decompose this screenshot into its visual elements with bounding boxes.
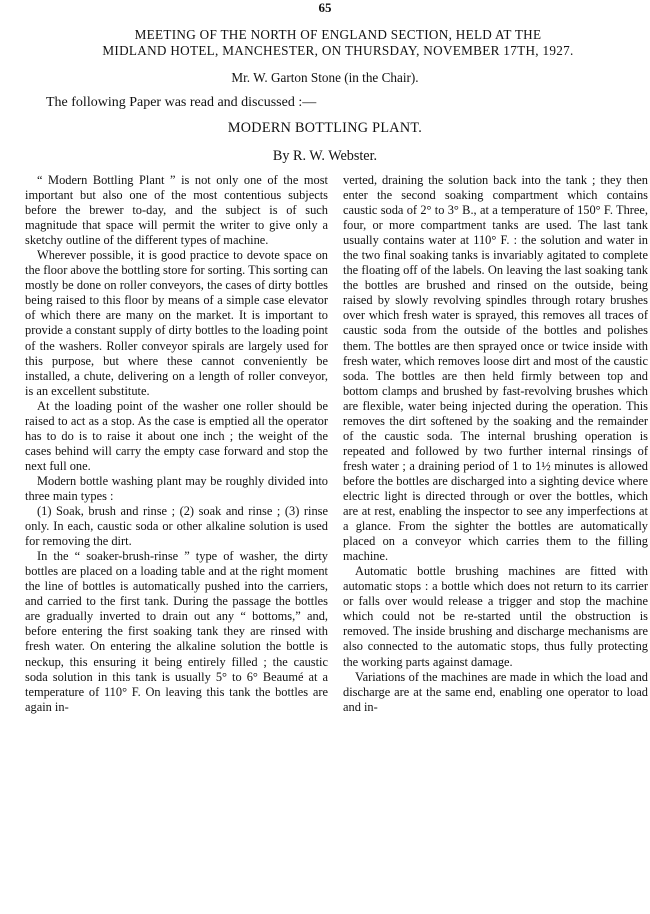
- paper-title: MODERN BOTTLING PLANT.: [227, 120, 423, 136]
- meeting-heading-line-2: MIDLAND HOTEL, MANCHESTER, ON THURSDAY, NOVEMBER 17TH, 1927.: [102, 43, 574, 58]
- paragraph: Automatic bottle brushing machines are fitted with automatic stops : a bottle which does not return to its carrier or falls over would release a trigger and stop the machine which could not be re-started until the obstruction is removed. The inside brushing and discharge mechanisms are also connected to the automatic stops, thus fully protecting the working parts against damage.: [343, 564, 648, 669]
- paragraph: verted, draining the solution back into the tank ; they then enter the second soaking compartment which contains caustic soda of 2° to 3° B., at a temperature of 150° F. Three, four, or more compartment tanks are used. The last tank usually contains water at 110° F. : the solution and water in the two final soaking tanks is invariably agitated to complete the floating off of the labels. On leaving the last soaking tank the bottles are brushed and rinsed on the outside, being raised by slowly revolving spindles through rotary brushes over which fresh water is sprayed, this removes all traces of caustic soda from the outside of the bottles and polishes them. The bottles are then sprayed once or twice inside with fresh water, which removes loose dirt and most of the caustic soda. The bottles are then held firmly between top and bottom clamps and brushed by fast-revolving brushes which are flexible, water being injected during the operation. This removes the dirt softened by the soaking and the remainder of the caustic soda. The internal brushing operation is repeated and followed by two further internal rinsings of fresh water ; a draining period of 1 to 1½ minutes is allowed before the bottles are discharged into a sighting device where electric light is directed through or over the bottles, which are at rest, enabling the inspector to see any imperfections at a glance. From the sighter the bottles are automatically placed on a conveyor which carries them to the filling machine.: [343, 173, 648, 564]
- paragraph: In the “ soaker-brush-rinse ” type of washer, the dirty bottles are placed on a loading table and at the right moment the line of bottles is automatically pushed into the carriers, and carried to the first tank. During the passage the bottles are gradually inverted to drain out any “ bottoms,” and, before entering the first soaking tank they are rinsed with fresh water. On entering the alkaline solution the bottle is neckup, this ensuring it being entirely filled ; the caustic soda solution in this tank is usually 5° to 6° Beaumé at a temperature of 110° F. On leaving this tank the bottles are again in-: [25, 549, 328, 714]
- paragraph: “ Modern Bottling Plant ” is not only one of the most important but also one of the most contentious subjects before the brewer to-day, and the subject is of such magnitude that space will permit the writer to give only a sketchy outline of the different types of machine.: [25, 173, 328, 248]
- meeting-heading: [40, 27, 636, 59]
- paragraph: At the loading point of the washer one roller should be raised to act as a stop. As the case is emptied all the operator has to do is to raise it about one inch ; the weight of the cases behind will carry the empty case forward and stop the next full one.: [25, 398, 328, 473]
- left-column: [25, 173, 328, 715]
- right-column: [343, 173, 648, 715]
- page-number: 65: [318, 0, 332, 15]
- meeting-heading-line-1: MEETING OF THE NORTH OF ENGLAND SECTION, HELD AT THE: [134, 27, 542, 42]
- paragraph: Variations of the machines are made in which the load and discharge are at the same end, enabling one operator to load and in-: [343, 669, 648, 714]
- paragraph: (1) Soak, brush and rinse ; (2) soak and rinse ; (3) rinse only. In each, caustic soda or other alkaline solution is used for removing the dirt.: [25, 504, 328, 549]
- author-byline: By R. W. Webster.: [272, 148, 378, 164]
- chair-line: Mr. W. Garton Stone (in the Chair).: [231, 70, 419, 85]
- paragraph: Wherever possible, it is good practice to devote space on the floor above the bottling store for sorting. This sorting can mostly be done on roller conveyors, the cases of dirty bottles being raised to this floor by means of a simple case elevator of which there are many on the market. It is important to provide a constant supply of dirty bottles to the loading point of the washers. Roller conveyor spirals are largely used for this purpose, but where these cannot conveniently be installed, a chute, delivering on a length of roller conveyor, is an excellent substitute.: [25, 248, 328, 398]
- paragraph: Modern bottle washing plant may be roughly divided into three main types :: [25, 473, 328, 503]
- intro-line: The following Paper was read and discussed :—: [46, 95, 317, 110]
